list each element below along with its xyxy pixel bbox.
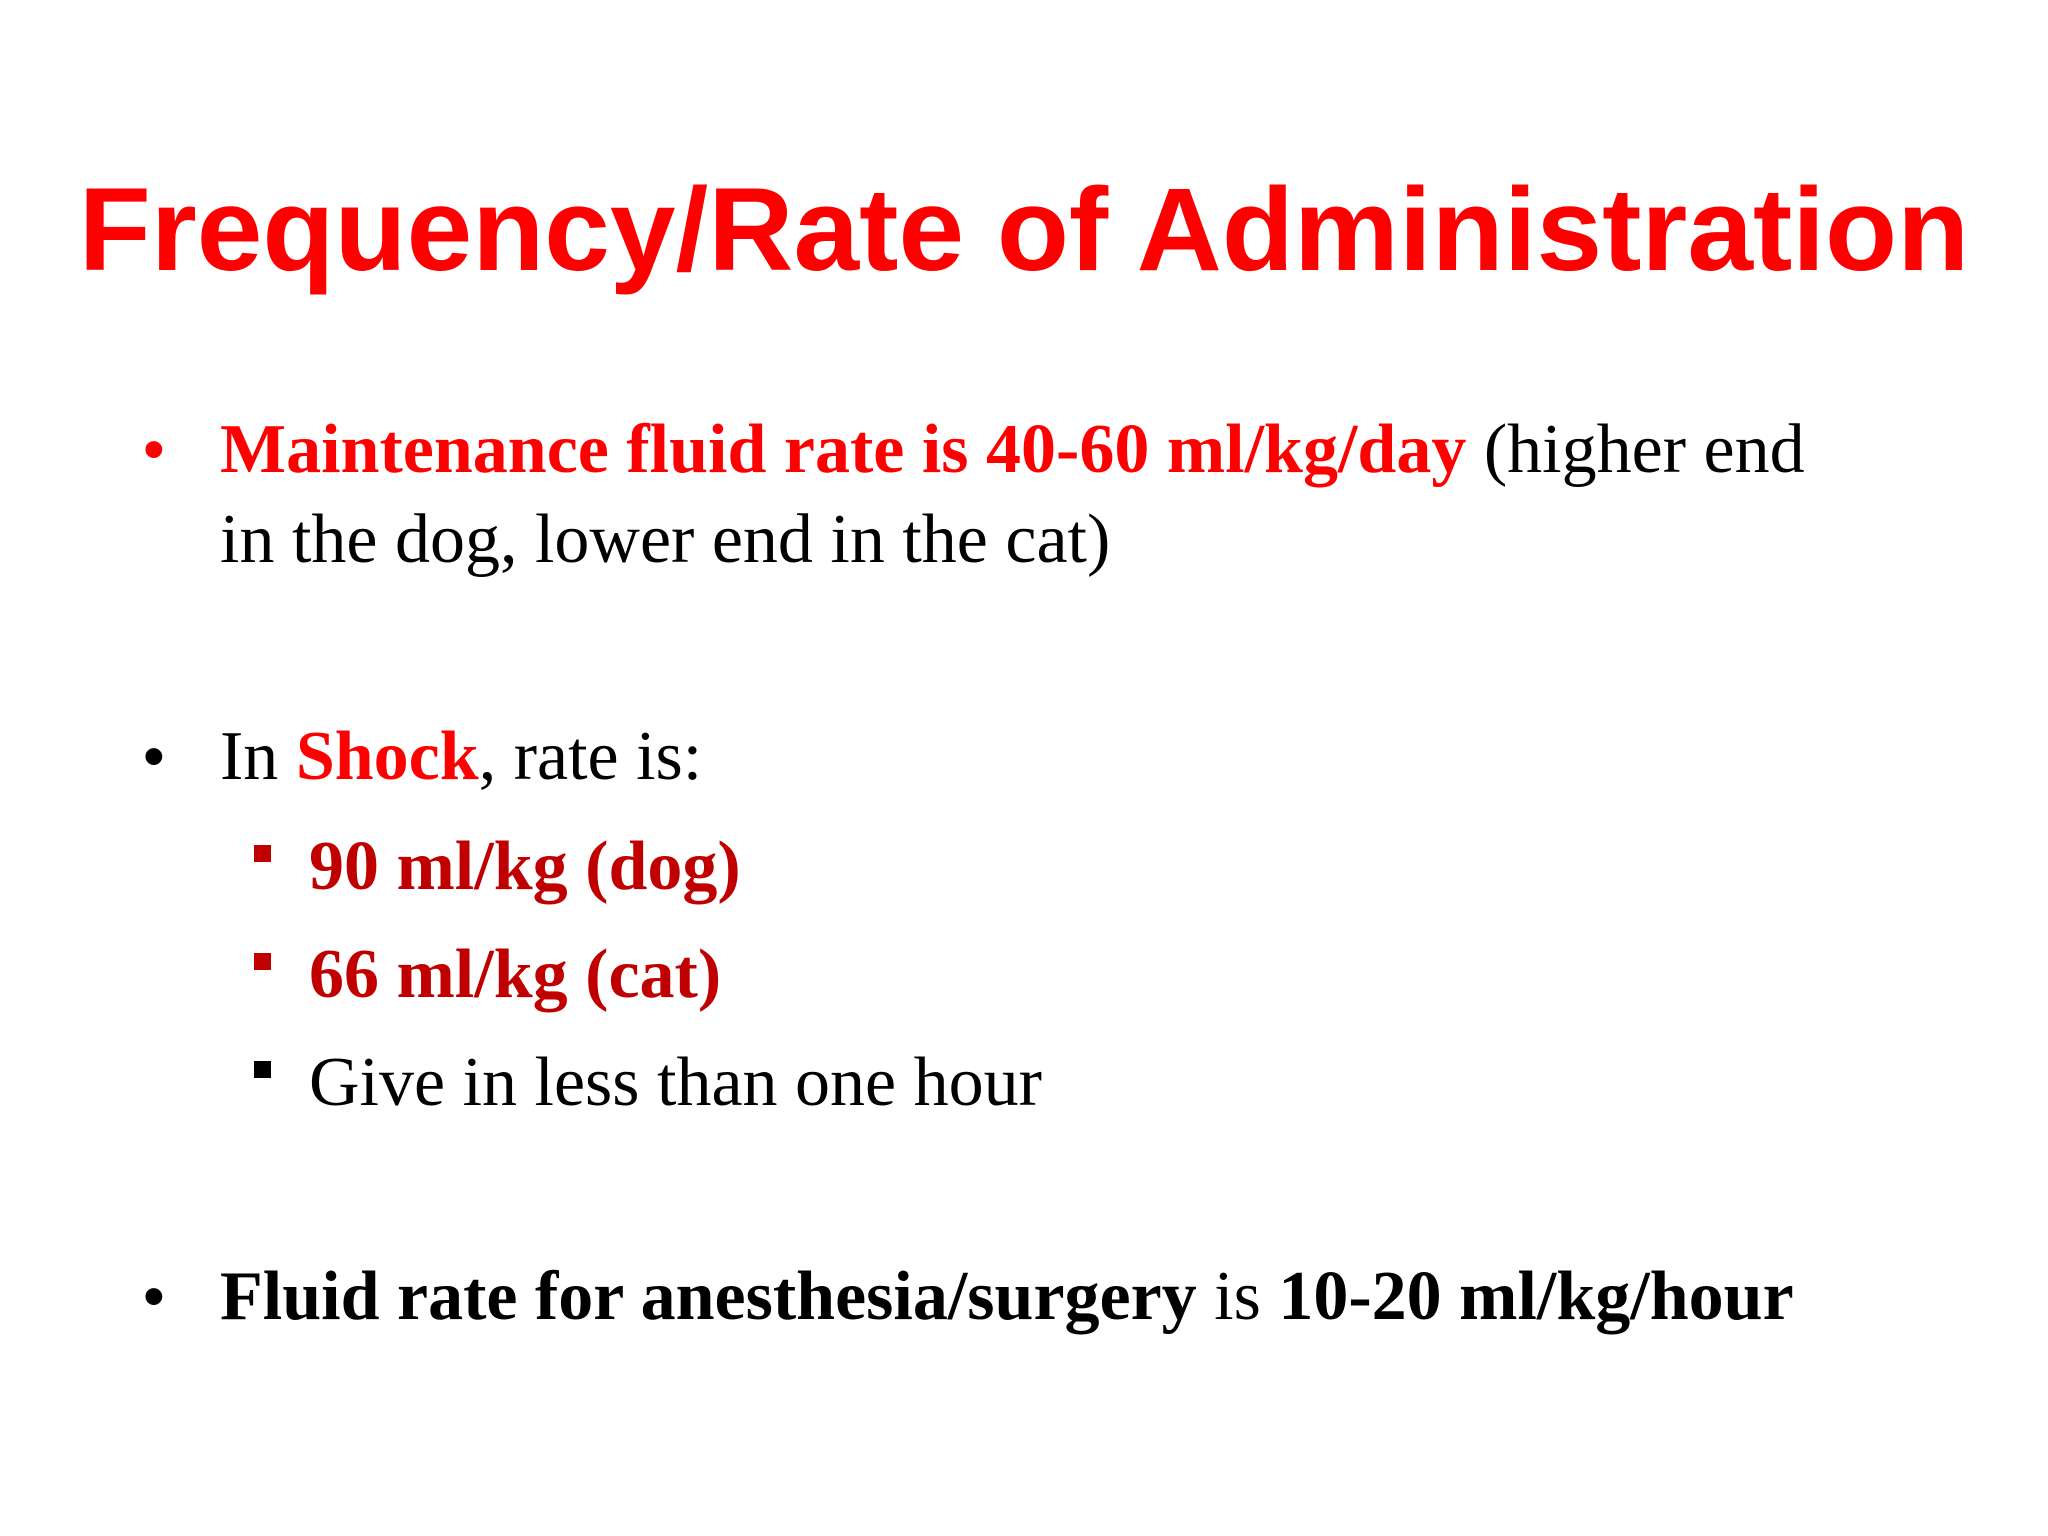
bullet-dot-icon: •: [143, 722, 165, 791]
bullet-dot-icon: •: [143, 1262, 165, 1331]
sub-item-timing: Give in less than one hour: [309, 1044, 1042, 1121]
shock-highlight: Shock: [295, 718, 479, 795]
shock-suffix: , rate is:: [478, 718, 703, 795]
anesthesia-connector: is: [1196, 1258, 1279, 1335]
anesthesia-label: Fluid rate for anesthesia/surgery: [220, 1258, 1197, 1335]
sub-item-dog: 90 ml/kg (dog): [309, 828, 741, 905]
slide-title: Frequency/Rate of Administration: [78, 164, 1970, 296]
square-bullet-icon: [254, 1061, 271, 1078]
bullet-maintenance-line1: [220, 405, 1805, 495]
sub-item-cat: 66 ml/kg (cat): [309, 936, 722, 1013]
square-bullet-icon: [254, 845, 271, 862]
bullet-dot-icon: •: [143, 415, 165, 484]
shock-prefix: In: [220, 718, 296, 795]
anesthesia-rate: 10-20 ml/kg/hour: [1278, 1258, 1794, 1335]
bullet-shock: [220, 712, 702, 802]
maintenance-rate-note: (higher end: [1466, 411, 1805, 488]
bullet-maintenance-line2: in the dog, lower end in the cat): [220, 501, 1111, 578]
bullet-anesthesia: [220, 1252, 1794, 1342]
maintenance-rate-text: Maintenance fluid rate is 40-60 ml/kg/day: [220, 411, 1467, 488]
square-bullet-icon: [254, 953, 271, 970]
